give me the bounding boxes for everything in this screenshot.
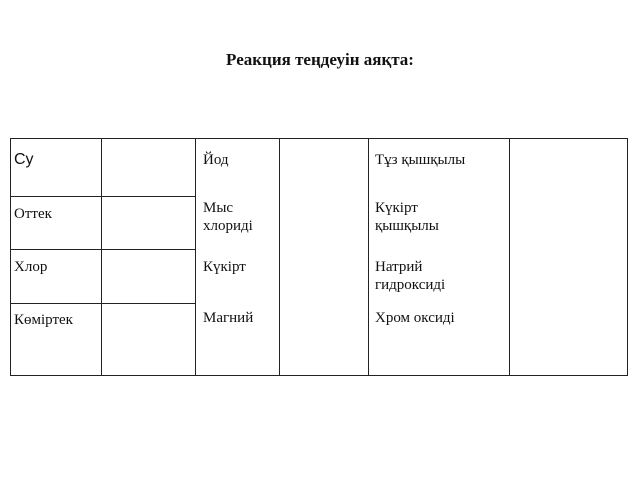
table-cell: Хлор xyxy=(14,259,48,275)
table-cell: Күкірт қышқылы xyxy=(375,200,439,234)
row-divider xyxy=(101,249,195,250)
table-cell: Су xyxy=(14,151,34,168)
table-cell: Натрий гидроксиді xyxy=(375,259,446,293)
row-divider xyxy=(11,303,101,304)
row-divider xyxy=(101,196,195,197)
column-divider xyxy=(368,139,369,375)
table-cell: Хром оксиді xyxy=(375,310,455,326)
column-divider xyxy=(195,139,196,375)
column-divider xyxy=(279,139,280,375)
table-cell: Тұз қышқылы xyxy=(375,152,466,168)
table-cell: Күкірт xyxy=(203,259,246,275)
table-cell: Оттек xyxy=(14,206,52,222)
table-cell: Магний xyxy=(203,310,254,326)
row-divider xyxy=(11,196,101,197)
table-cell: Мыс хлориді xyxy=(203,200,253,234)
column-divider xyxy=(101,139,102,375)
row-divider xyxy=(11,249,101,250)
column-divider xyxy=(509,139,510,375)
reaction-table xyxy=(10,138,628,376)
table-cell: Йод xyxy=(203,152,229,168)
row-divider xyxy=(101,303,195,304)
table-cell: Көміртек xyxy=(14,312,73,328)
page-title: Реакция теңдеуін аяқта: xyxy=(226,50,414,69)
